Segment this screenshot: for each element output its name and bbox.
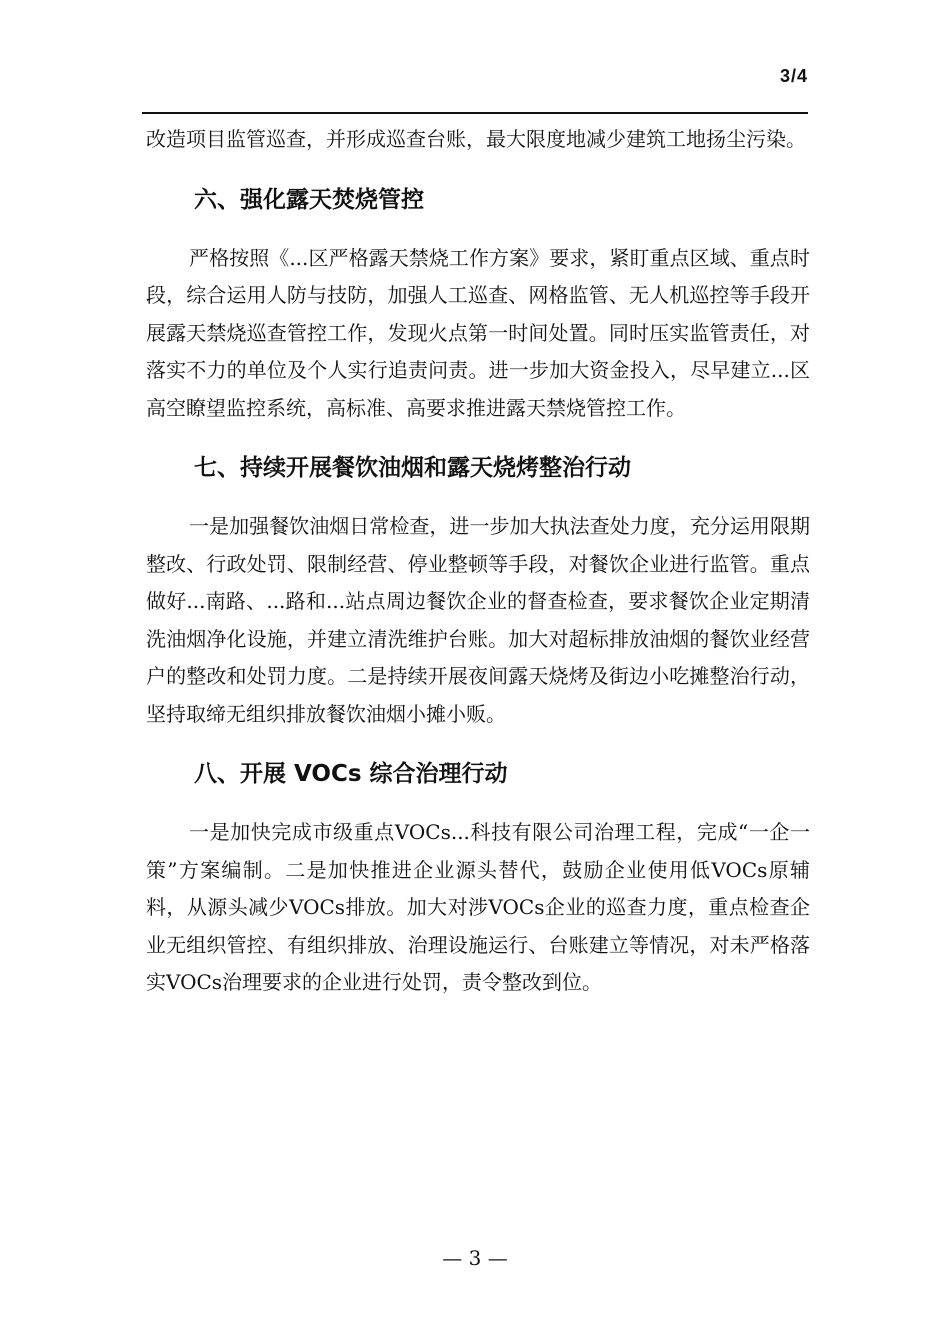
paragraph-section-7: 一是加强餐饮油烟日常检查，进一步加大执法查处力度，充分运用限期整改、行政处罚、限制经营、停业整顿等手段，对餐饮企业进行监管。重点做好...南路、...路和...站点周边餐饮企业的督查检查，要求餐饮企业定期清洗油烟净化设施，并建立清洗维护台账。加大对超标排放油烟的餐饮业经营户的整改和处罚力度。二是持续开展夜间露天烧烤及街边小吃摊整治行动，坚持取缔无组织排放餐饮油烟小摊小贩。 (146, 514, 810, 726)
paragraph-section-6: 严格按照《...区严格露天禁烧工作方案》要求，紧盯重点区域、重点时段，综合运用人防与技防，加强人工巡查、网格监管、无人机巡控等手段开展露天禁烧巡查管控工作，发现火点第一时间处置。同时压实监管责任，对落实不力的单位及个人实行追责问责。进一步加大资金投入，尽早建立...区高空瞭望监控系统，高标准、高要求推进露天禁烧管控工作。 (146, 245, 810, 420)
header-divider (142, 112, 808, 114)
document-body (146, 121, 810, 1002)
paragraph-continued: 改造项目监管巡查，并形成巡查台账，最大限度地减少建筑工地扬尘污染。 (146, 127, 806, 151)
paragraph-section-8: 一是加快完成市级重点VOCs...科技有限公司治理工程，完成“一企一策”方案编制。二是加快推进企业源头替代，鼓励企业使用低VOCs原辅料，从源头减少VOCs排放。加大对涉VOCs企业的巡查力度，重点检查企业无组织管控、有组织排放、治理设施运行、台账建立等情况，对未严格落实VOCs治理要求的企业进行处罚，责令整改到位。 (146, 820, 810, 994)
header-page-indicator: 3/4 (779, 66, 808, 86)
heading-section-8: 八、开展 VOCs 综合治理行动 (194, 761, 508, 787)
footer-page-number: — 3 — (442, 1246, 508, 1270)
heading-section-7: 七、持续开展餐饮油烟和露天烧烤整治行动 (194, 455, 631, 481)
heading-section-6: 六、强化露天焚烧管控 (194, 186, 424, 213)
